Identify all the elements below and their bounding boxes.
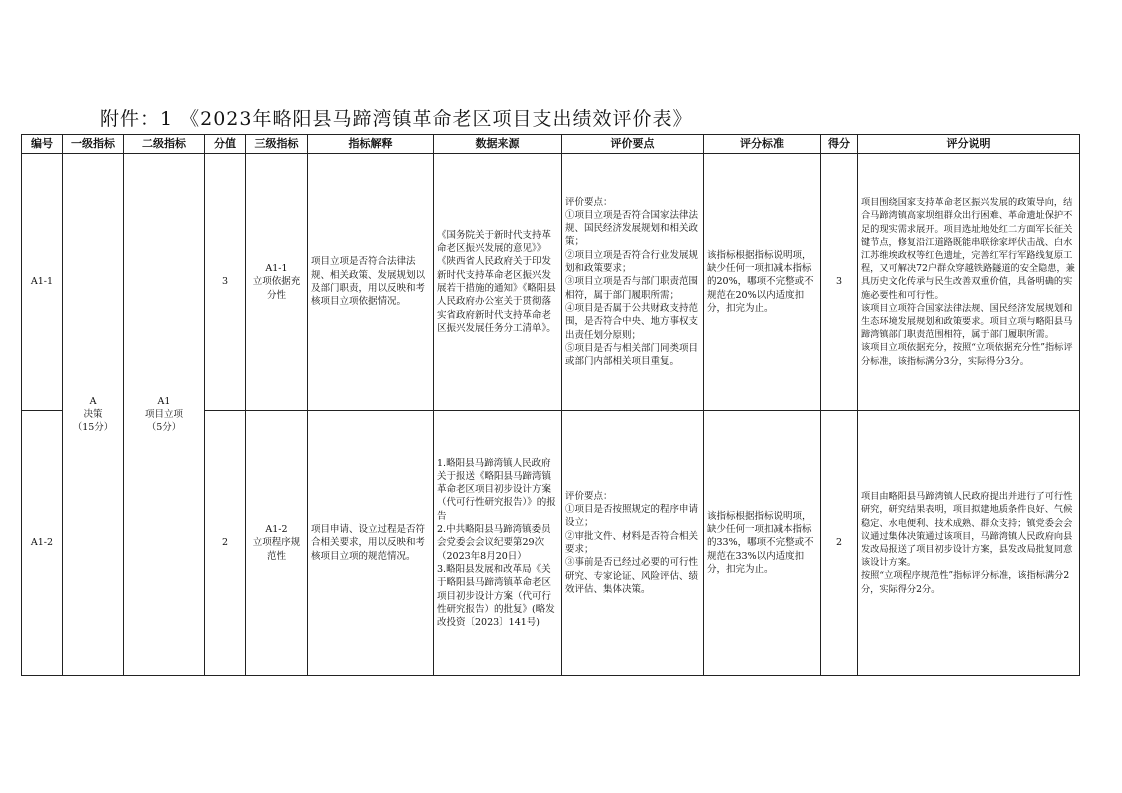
header-explanation: 指标解释 bbox=[308, 135, 434, 154]
row-note: 项目由略阳县马蹄湾镇人民政府提出并进行了可行性研究，研究结果表明，项目拟建地质条件良好、气候稳定、水电便利、技术成熟、群众支持；镇党委会会议通过集体决策通过该项目，马蹄湾镇人民政府向县发改局报送了项目初步设计方案，县发改局批复同意该设计方案。 按照“立项程序规范性”指标评分标准，该指标满分2分，实际得分2分。 bbox=[858, 411, 1080, 676]
row-explanation: 项目申请、设立过程是否符合相关要求，用以反映和考核项目立项的规范情况。 bbox=[308, 411, 434, 676]
row-level3: A1-2 立项程序规范性 bbox=[246, 411, 308, 676]
header-standard: 评分标准 bbox=[704, 135, 821, 154]
level1-cell: A 决策 （15分） bbox=[63, 154, 124, 676]
table-row bbox=[22, 154, 1080, 411]
row-standard: 该指标根据指标说明项，缺少任何一项扣减本指标的33%，哪项不完整或不规范在33%以内适度扣分，扣完为止。 bbox=[704, 411, 821, 676]
row-id: A1-1 bbox=[22, 154, 63, 411]
header-note: 评分说明 bbox=[858, 135, 1080, 154]
header-points: 评价要点 bbox=[562, 135, 704, 154]
header-level2: 二级指标 bbox=[124, 135, 205, 154]
header-source: 数据来源 bbox=[434, 135, 562, 154]
header-level1: 一级指标 bbox=[63, 135, 124, 154]
evaluation-table bbox=[21, 134, 1080, 676]
row-standard: 该指标根据指标说明项，缺少任何一项扣减本指标的20%，哪项不完整或不规范在20%以内适度扣分，扣完为止。 bbox=[704, 154, 821, 411]
row-score: 3 bbox=[821, 154, 858, 411]
table-header-row bbox=[22, 135, 1080, 154]
row-note: 项目围绕国家支持革命老区振兴发展的政策导向，结合马蹄湾镇高家坝组群众出行困难、革命遗址保护不足的现实需求展开。项目选址地处红二方面军长征关键节点，修复沿江道路既能串联徐家坪伏击战、白水江苏维埃政权等红色遗址，完善红军行军路线复原工程，又可解决72户群众穿越铁路隧道的安全隐患，兼具历史文化传承与民生改善双重价值，具备明确的实施必要性和可行性。 该项目立项符合国家法律法规、国民经济发展规划和生态环境发展规划和政策要求。项目立项与略阳县马蹄湾镇部门职责范围相符，属于部门履职所需。 该项目立项依据充分，按照“立项依据充分性”指标评分标准，该指标满分3分，实际得分3分。 bbox=[858, 154, 1080, 411]
row-score-value: 2 bbox=[205, 411, 246, 676]
header-score-value: 分值 bbox=[205, 135, 246, 154]
row-score-value: 3 bbox=[205, 154, 246, 411]
level2-cell: A1 项目立项 （5分） bbox=[124, 154, 205, 676]
row-source: 1.略阳县马蹄湾镇人民政府关于报送《略阳县马蹄湾镇革命老区项目初步设计方案（代可行性研究报告）》的报告 2.中共略阳县马蹄湾镇委员会党委会会议纪要第29次（2023年8月20日） 3.略阳县发展和改革局《关于略阳县马蹄湾镇革命老区项目初步设计方案（代可行性研究报告）的批复》(略发改投资〔2023〕141号) bbox=[434, 411, 562, 676]
row-source: 《国务院关于新时代支持革命老区振兴发展的意见》》《陕西省人民政府关于印发新时代支持革命老区振兴发展若干措施的通知》《略阳县人民政府办公室关于贯彻落实省政府新时代支持革命老区振兴发展任务分工清单》。 bbox=[434, 154, 562, 411]
row-points: 评价要点： ①项目立项是否符合国家法律法规、国民经济发展规划和相关政策； ②项目立项是否符合行业发展规划和政策要求； ③项目立项是否与部门职责范围相符，属于部门履职所需； ④项目是否属于公共财政支持范围，是否符合中央、地方事权支出责任划分原则； ⑤项目是否与相关部门同类项目或部门内部相关项目重复。 bbox=[562, 154, 704, 411]
row-level3: A1-1 立项依据充分性 bbox=[246, 154, 308, 411]
header-level3: 三级指标 bbox=[246, 135, 308, 154]
page-title: 附件：1 《2023年略阳县马蹄湾镇革命老区项目支出绩效评价表》 bbox=[100, 108, 693, 130]
row-id: A1-2 bbox=[22, 411, 63, 676]
row-explanation: 项目立项是否符合法律法规、相关政策、发展规划以及部门职责，用以反映和考核项目立项依据情况。 bbox=[308, 154, 434, 411]
header-score: 得分 bbox=[821, 135, 858, 154]
row-points: 评价要点： ①项目是否按照规定的程序申请设立； ②审批文件、材料是否符合相关要求； ③事前是否已经过必要的可行性研究、专家论证、风险评估、绩效评估、集体决策。 bbox=[562, 411, 704, 676]
header-id: 编号 bbox=[22, 135, 63, 154]
row-score: 2 bbox=[821, 411, 858, 676]
